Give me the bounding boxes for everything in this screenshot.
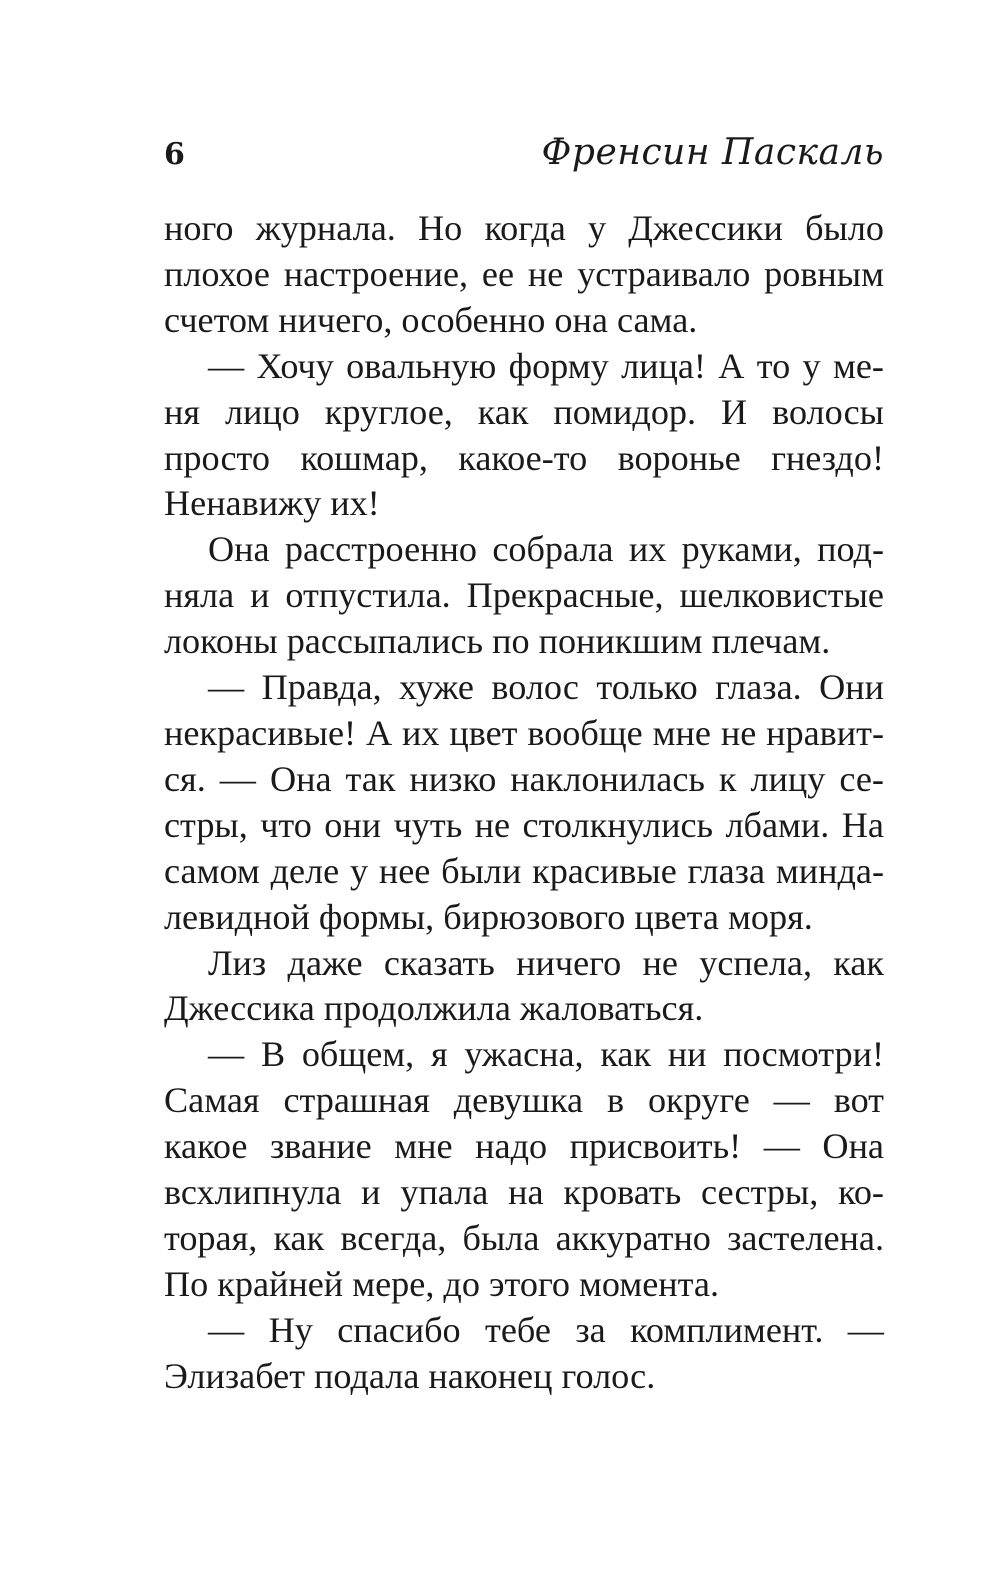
text-line: Ненавижу их! bbox=[164, 483, 380, 524]
text-line: счетом ничего, особенно она сама. bbox=[164, 299, 698, 340]
text-line: няла и отпустила. Прекрасные, шелковистые bbox=[164, 575, 884, 616]
text-line: локоны рассыпались по поникшим плечам. bbox=[164, 621, 831, 662]
text-line: левидной формы, бирюзового цвета моря. bbox=[164, 896, 813, 937]
text-line: торая, как всегда, была аккуратно застелена. bbox=[164, 1217, 884, 1258]
text-line: — Правда, хуже волос только глаза. Они bbox=[208, 667, 884, 708]
text-line: Элизабет подала наконец голос. bbox=[164, 1355, 656, 1396]
text-line: самом деле у нее были красивые глаза минда- bbox=[164, 850, 884, 891]
text-line: — Хочу овальную форму лица! А то у ме- bbox=[208, 345, 884, 386]
text-line: плохое настроение, ее не устраивало ровным bbox=[164, 253, 884, 294]
text-line: — В общем, я ужасна, как ни посмотри! bbox=[208, 1034, 884, 1075]
page-header bbox=[164, 128, 884, 178]
text-line: ного журнала. Но когда у Джессики было bbox=[164, 208, 884, 248]
body-text bbox=[164, 206, 884, 1400]
text-line: Самая страшная девушка в округе — вот bbox=[164, 1080, 884, 1121]
text-line: ня лицо круглое, как помидор. И волосы bbox=[164, 391, 884, 432]
text-line: — Ну спасибо тебе за комплимент. — bbox=[208, 1309, 884, 1350]
text-line: Лиз даже сказать ничего не успела, как bbox=[208, 942, 884, 983]
text-line: Она расстроенно собрала их руками, под- bbox=[208, 529, 884, 570]
text-line: какое звание мне надо присвоить! — Она bbox=[164, 1126, 884, 1167]
running-head-author: Френсин Паскаль bbox=[541, 132, 884, 173]
text-line: некрасивые! А их цвет вообще мне не нравит- bbox=[164, 712, 884, 753]
text-line: По крайней мере, до этого момента. bbox=[164, 1263, 720, 1304]
text-line: просто кошмар, какое-то воронье гнездо! bbox=[164, 437, 884, 478]
text-line: стры, что они чуть не столкнулись лбами. На bbox=[164, 804, 884, 845]
text-line: Джессика продолжила жаловаться. bbox=[164, 988, 704, 1029]
text-line: всхлипнула и упала на кровать сестры, ко- bbox=[164, 1172, 884, 1213]
text-line: ся. — Она так низко наклонилась к лицу се- bbox=[164, 758, 884, 799]
page-number: 6 bbox=[164, 137, 185, 172]
